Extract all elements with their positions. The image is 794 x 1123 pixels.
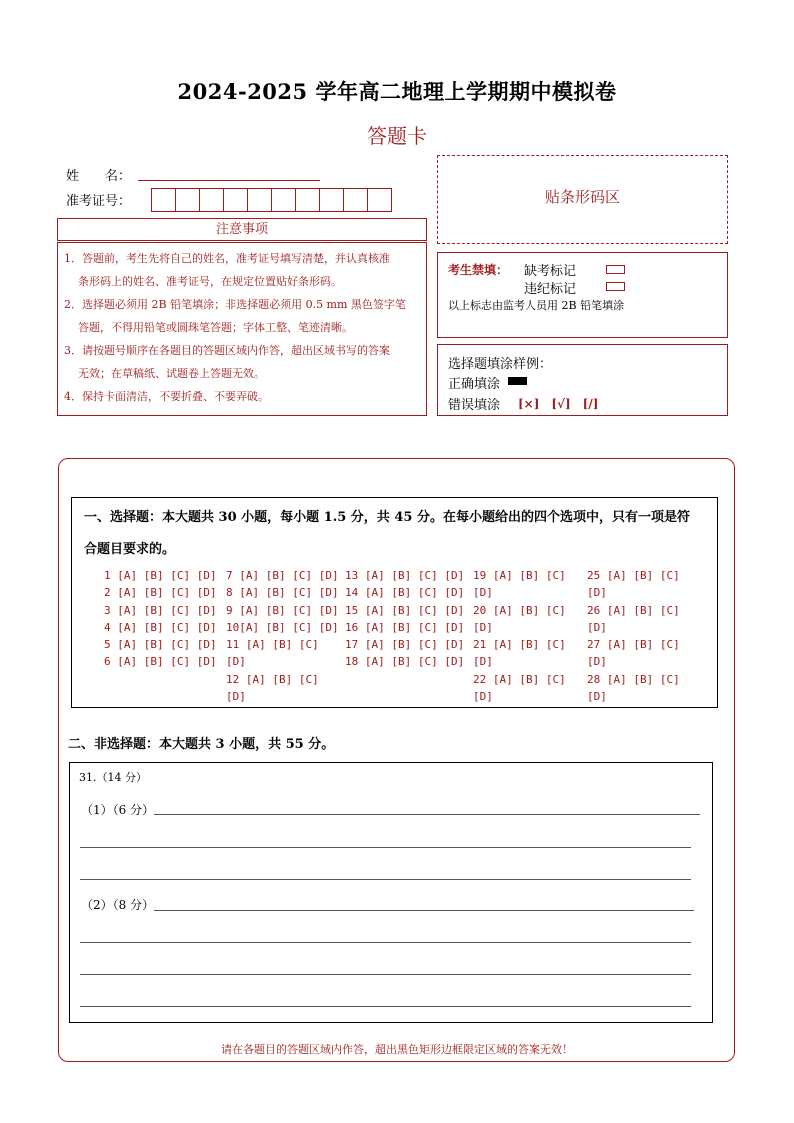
choice-row[interactable]: [D] (473, 655, 493, 669)
notice-line: 3．请按题号顺序在各题目的答题区域内作答，超出区域书写的答案 (64, 344, 390, 357)
choice-row[interactable]: 27 [A] [B] [C] (587, 638, 680, 652)
barcode-label: 贴条形码区 (544, 188, 620, 206)
choice-row[interactable]: 15 [A] [B] [C] [D] (345, 603, 465, 617)
violation-label: 违纪标记 (524, 282, 577, 297)
choice-section-description (84, 502, 714, 566)
choice-row[interactable]: 14 [A] [B] [C] [D] (345, 586, 465, 600)
choice-row[interactable]: [D] (587, 586, 607, 600)
notice-panel (57, 242, 427, 416)
id-digit-box[interactable] (271, 188, 296, 212)
choice-row[interactable]: 5 [A] [B] [C] [D] (104, 638, 217, 652)
answer-line[interactable] (154, 910, 694, 911)
notice-line: 4．保持卡面清洁，不要折叠、不要弄破。 (64, 390, 269, 403)
choice-row[interactable]: [D] (473, 586, 493, 600)
absent-label: 缺考标记 (524, 264, 577, 279)
part-1-label: （1）（6 分） (81, 803, 155, 817)
absent-mark-box[interactable] (606, 265, 625, 274)
choice-row[interactable]: [D] (587, 690, 607, 704)
choice-column-4[interactable] (473, 567, 566, 705)
choice-row[interactable]: 25 [A] [B] [C] (587, 569, 680, 582)
wrong-fill-samples: [×] [√] [/] (518, 397, 599, 411)
choice-row[interactable]: [D] (587, 655, 607, 669)
forbidden-panel (437, 252, 728, 338)
choice-column-3[interactable] (345, 567, 464, 671)
id-number-boxes[interactable] (151, 188, 391, 212)
id-digit-box[interactable] (343, 188, 368, 212)
footer-warning: 请在各题目的答题区域内作答，超出黑色矩形边框限定区域的答案无效！ (221, 1043, 573, 1056)
notice-line: 无效；在草稿纸、试题卷上答题无效。 (78, 367, 265, 380)
question-31-label: 31.（14 分） (79, 771, 147, 784)
page-title: 2024-2025 学年高二地理上学期期中模拟卷 (177, 79, 617, 104)
forbidden-note: 以上标志由监考人员用 2B 铅笔填涂 (448, 299, 625, 312)
part-2-label: （2）（8 分） (81, 898, 155, 912)
answer-line[interactable] (80, 974, 691, 975)
choice-row[interactable]: 19 [A] [B] [C] (473, 569, 566, 582)
choice-row[interactable]: 10[A] [B] [C] [D] (226, 620, 339, 634)
choice-row[interactable]: 28 [A] [B] [C] (587, 672, 680, 686)
id-digit-box[interactable] (151, 188, 176, 212)
sample-title: 选择题填涂样例： (448, 357, 553, 372)
non-choice-section-heading: 二、非选择题：本大题共 3 小题，共 55 分。 (68, 737, 335, 752)
forbidden-label: 考生禁填： (448, 263, 509, 277)
page-subtitle: 答题卡 (367, 124, 427, 148)
answer-line[interactable] (80, 942, 691, 943)
barcode-area (437, 155, 728, 244)
choice-row[interactable]: [D] (587, 620, 607, 634)
choice-row[interactable]: 26 [A] [B] [C] (587, 603, 680, 617)
name-field[interactable] (138, 180, 320, 181)
correct-label: 正确填涂 (448, 377, 501, 392)
id-digit-box[interactable] (319, 188, 344, 212)
notice-line: 2．选择题必须用 2B 铅笔填涂；非选择题必须用 0.5 mm 黑色签字笔 (64, 298, 406, 311)
choice-column-1[interactable] (104, 567, 217, 671)
choice-row[interactable]: 12 [A] [B] [C] (226, 672, 319, 686)
wrong-label: 错误填涂 (448, 398, 501, 413)
choice-column-2[interactable] (226, 567, 339, 705)
id-digit-box[interactable] (295, 188, 320, 212)
answer-line[interactable] (80, 847, 691, 848)
choice-row[interactable]: 8 [A] [B] [C] [D] (226, 586, 339, 600)
answer-line[interactable] (80, 1006, 691, 1007)
choice-row[interactable]: 2 [A] [B] [C] [D] (104, 586, 217, 600)
choice-row[interactable]: 20 [A] [B] [C] (473, 603, 566, 617)
choice-row[interactable]: 17 [A] [B] [C] [D] (345, 638, 465, 652)
choice-row[interactable]: 9 [A] [B] [C] [D] (226, 603, 339, 617)
violation-mark-box[interactable] (606, 282, 625, 291)
correct-fill-sample (508, 377, 527, 385)
choice-row[interactable]: 1 [A] [B] [C] [D] (104, 569, 217, 582)
choice-row[interactable]: 22 [A] [B] [C] (473, 672, 566, 686)
choice-row[interactable]: 6 [A] [B] [C] [D] (104, 655, 217, 669)
notice-line: 条形码上的姓名、准考证号，在规定位置贴好条形码。 (78, 275, 342, 288)
question-31-box (69, 762, 713, 1023)
choice-row[interactable]: 4 [A] [B] [C] [D] (104, 620, 217, 634)
choice-row[interactable]: 3 [A] [B] [C] [D] (104, 603, 217, 617)
choice-row[interactable]: 18 [A] [B] [C] [D] (345, 655, 465, 669)
id-digit-box[interactable] (247, 188, 272, 212)
id-digit-box[interactable] (367, 188, 392, 212)
choice-row[interactable]: 21 [A] [B] [C] (473, 638, 566, 652)
notice-line: 1．答题前，考生先将自己的姓名，准考证号填写清楚，并认真核准 (64, 252, 390, 265)
id-digit-box[interactable] (223, 188, 248, 212)
choice-row[interactable]: [D] (473, 690, 493, 704)
id-digit-box[interactable] (175, 188, 200, 212)
answer-line[interactable] (154, 814, 700, 815)
id-digit-box[interactable] (199, 188, 224, 212)
choice-desc-line: 合题目要求的。 (84, 542, 176, 557)
notice-heading: 注意事项 (57, 218, 427, 241)
choice-column-5[interactable] (587, 567, 680, 705)
id-label: 准考证号： (66, 194, 132, 209)
choice-row[interactable]: 11 [A] [B] [C] (226, 638, 319, 652)
choice-desc-line: 一、选择题：本大题共 30 小题，每小题 1.5 分，共 45 分。在每小题给出的四个选项中，只有一项是符 (84, 510, 690, 525)
choice-row[interactable]: [D] (473, 620, 493, 634)
choice-row[interactable]: 7 [A] [B] [C] [D] (226, 569, 339, 582)
choice-row[interactable]: [D] (226, 690, 246, 704)
notice-line: 答题，不得用铅笔或圆珠笔答题；字体工整、笔迹清晰。 (78, 321, 353, 334)
answer-line[interactable] (80, 879, 691, 880)
choice-row[interactable]: [D] (226, 655, 246, 669)
fill-sample-panel (437, 344, 728, 416)
choice-row[interactable]: 16 [A] [B] [C] [D] (345, 620, 465, 634)
choice-row[interactable]: 13 [A] [B] [C] [D] (345, 569, 465, 582)
name-label: 姓 名： (66, 169, 132, 184)
